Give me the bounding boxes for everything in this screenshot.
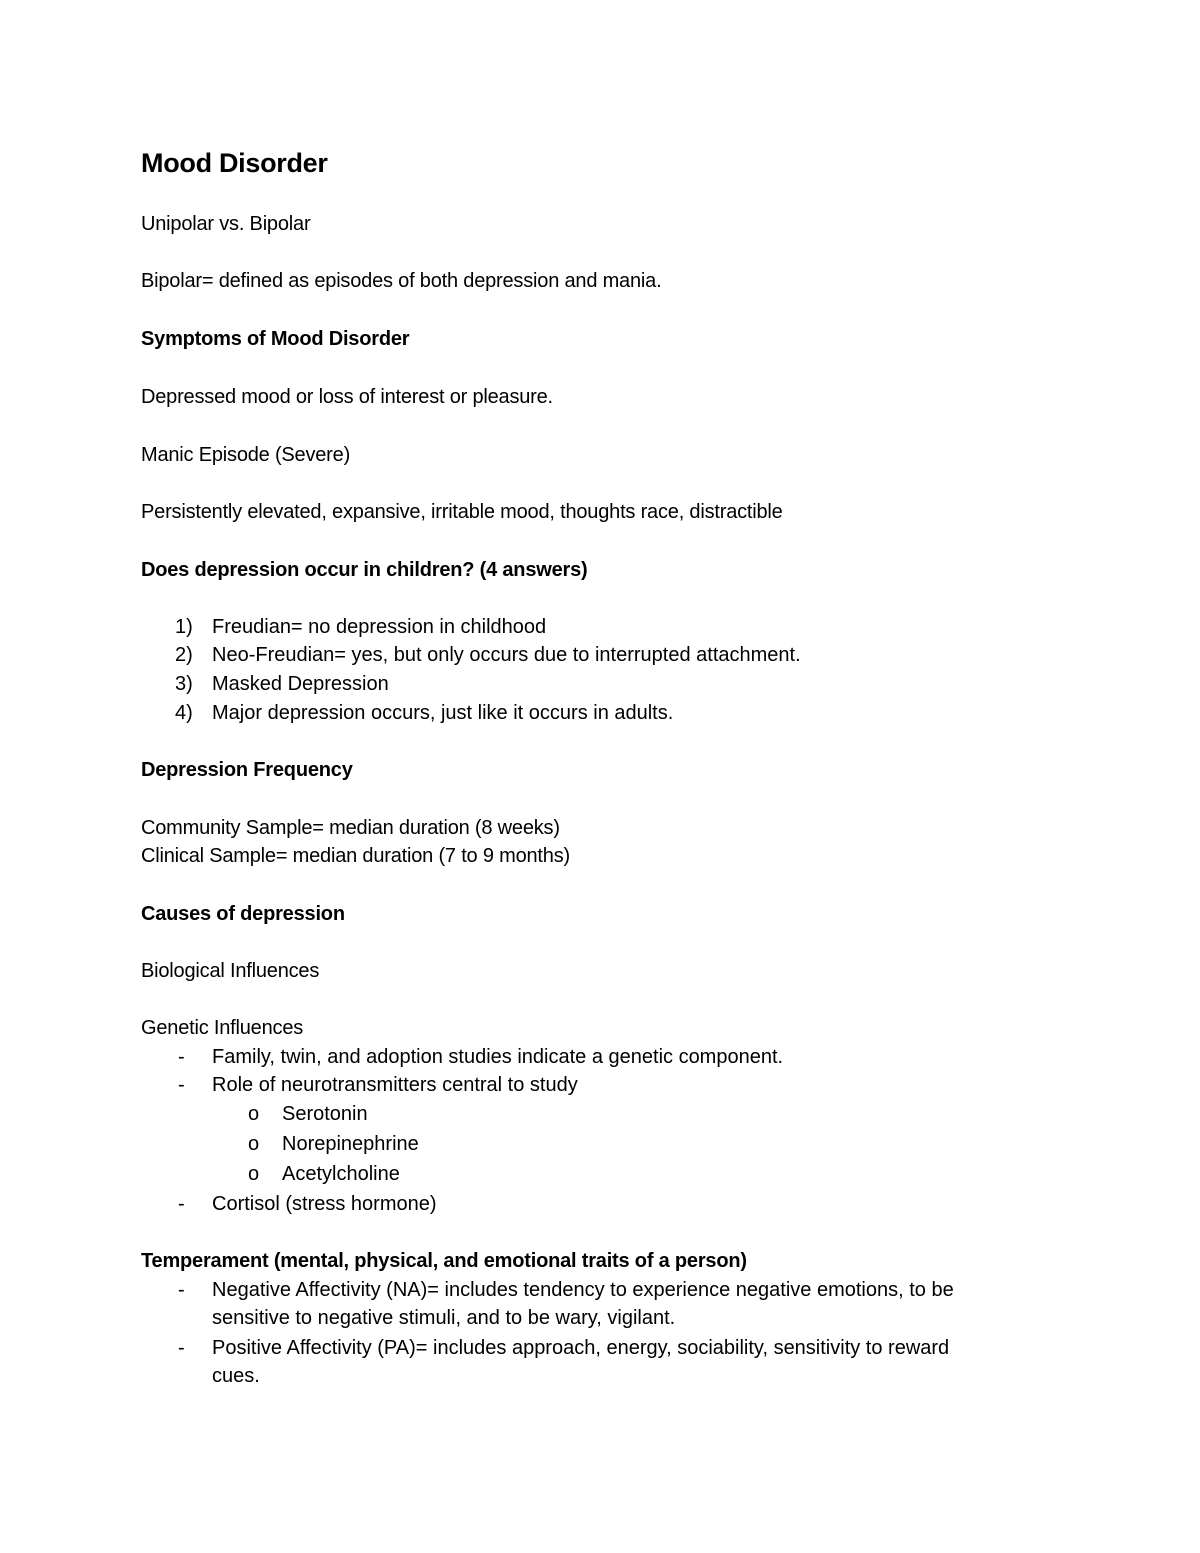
bullet-marker: o [248,1133,260,1155]
list-item: Major depression occurs, just like it occurs in adults. [212,702,674,724]
paragraph-manic-description: Persistently elevated, expansive, irritable mood, thoughts race, distractible [141,501,783,523]
dash-marker: - [178,1046,185,1068]
section-heading-children: Does depression occur in children? (4 answers) [141,559,588,581]
list-item-line: Negative Affectivity (NA)= includes tendency to experience negative emotions, to be [212,1279,954,1301]
list-item: Freudian= no depression in childhood [212,616,547,638]
list-item-line: Positive Affectivity (PA)= includes approach, energy, sociability, sensitivity to reward [212,1337,950,1359]
sub-list-item: Norepinephrine [282,1133,419,1155]
list-item: Masked Depression [212,673,389,695]
list-item: Family, twin, and adoption studies indicate a genetic component. [212,1046,784,1068]
page-title: Mood Disorder [141,148,328,178]
list-item: Neo-Freudian= yes, but only occurs due to interrupted attachment. [212,644,801,666]
list-item: Cortisol (stress hormone) [212,1193,437,1215]
section-heading-temperament: Temperament (mental, physical, and emotional traits of a person) [141,1250,747,1272]
paragraph-manic-heading: Manic Episode (Severe) [141,444,351,466]
section-heading-frequency: Depression Frequency [141,759,353,781]
bipolar-definition: Bipolar= defined as episodes of both depression and mania. [141,270,662,292]
section-heading-symptoms: Symptoms of Mood Disorder [141,328,410,350]
dash-marker: - [178,1279,185,1301]
dash-marker: - [178,1337,185,1359]
paragraph-community-sample: Community Sample= median duration (8 weeks) [141,817,560,839]
paragraph-genetic-influences: Genetic Influences [141,1017,304,1039]
bullet-marker: o [248,1103,260,1125]
list-item: Role of neurotransmitters central to study [212,1074,578,1096]
paragraph-depressed-mood: Depressed mood or loss of interest or pleasure. [141,386,553,408]
paragraph-biological-influences: Biological Influences [141,960,320,982]
paragraph-clinical-sample: Clinical Sample= median duration (7 to 9 months) [141,845,570,867]
section-heading-causes: Causes of depression [141,903,345,925]
bullet-marker: o [248,1163,260,1185]
list-item-line: sensitive to negative stimuli, and to be wary, vigilant. [212,1307,676,1329]
subtitle: Unipolar vs. Bipolar [141,213,311,235]
sub-list-item: Serotonin [282,1103,368,1125]
list-marker: 3) [175,673,193,695]
list-marker: 1) [175,616,193,638]
list-marker: 2) [175,644,193,666]
list-item-line: cues. [212,1365,260,1387]
dash-marker: - [178,1193,185,1215]
dash-marker: - [178,1074,185,1096]
list-marker: 4) [175,702,193,724]
sub-list-item: Acetylcholine [282,1163,400,1185]
